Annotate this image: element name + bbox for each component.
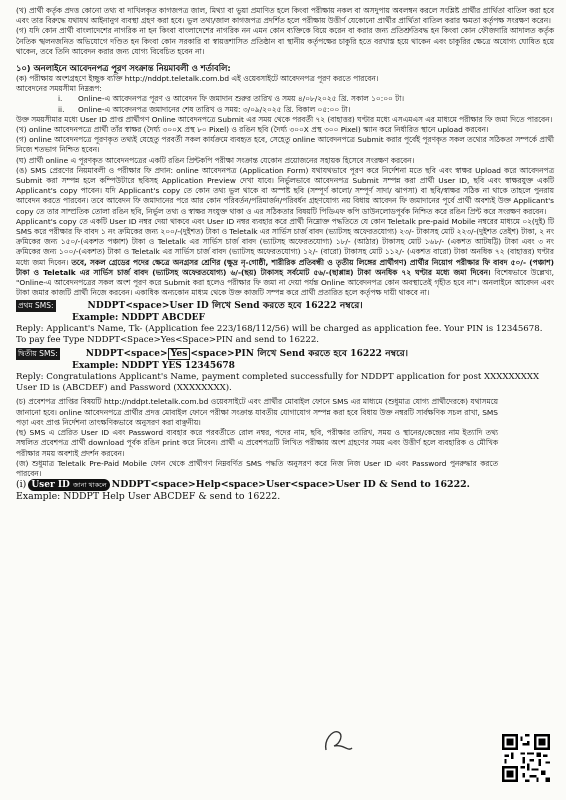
- sms-first-block: [16, 300, 554, 346]
- sms-second-tag: দ্বিতীয় SMS:: [18, 349, 58, 359]
- sms-second-example: Example: NDDPT YES 12345678: [72, 361, 235, 372]
- sms-first-format-line: [16, 300, 554, 312]
- paragraph-fee: [16, 217, 554, 299]
- paragraph-user-id-time: উক্ত সময়সীমার মধ্যে User ID প্রাপ্ত প্রার্থীগণ Online আবেদনপত্রে Submit এর সময় থেকে পরবর্তী ৭২ (বাহাত্তর) ঘণ্টার মধ্যে এসএমএস এর মাধ্যমে পরীক্ষার ফি জমা দিতে পারবেন।: [16, 114, 553, 124]
- sms-second-format: NDDPT<space> Yes <space>PIN লিখে Send করতে হবে 16222 নম্বরে।: [85, 349, 409, 360]
- paragraph-kha-top: (খ) প্রার্থী কর্তৃক প্রদত্ত কোনো তথ্য বা দাখিলকৃত কাগজপত্র জাল, মিথ্যা বা ভুয়া প্রমাণিত হলে কিংবা পরীক্ষায় নকল বা অসদুপায় অবলম্বন করলে সংশ্লিষ্ট প্রার্থীর প্রার্থিতা বাতিল করা হবে এবং তার বিরুদ্ধে যথাযথ আইনানুগ ব্যবস্থা গ্রহণ করা হবে। ভুল তথ্য/জাল কাগজপত্র প্রদর্শিত হলে পরীক্ষায় উত্তীর্ণ যেকোনো প্রার্থীর প্রার্থিতা বাতিল করার ক্ষমতা কর্তৃপক্ষ সংরক্ষণ করেন।: [16, 6, 554, 26]
- sms-first-tag: প্রথম SMS:: [18, 301, 54, 311]
- yes-highlight: Yes: [168, 348, 191, 360]
- schedule-intro: আবেদনের সময়সীমা নিম্নরূপ:: [16, 84, 102, 94]
- sms-first-format: NDDPT<space>User ID লিখে Send করতে হবে 16222 নম্বরে।: [87, 301, 363, 312]
- fee-bold-text: তবে, সকল গ্রেডের পদের ক্ষেত্রে অনগ্রসর শ্রেণির (ক্ষুদ্র নৃ-গোষ্ঠী, শারীরিক প্রতিবন্ধী ও তৃতীয় লিঙ্গের প্রার্থীগণ) প্রার্থীর নিয়োগ পরীক্ষার ফি বাবদ ৫০/- (পঞ্চাশ) টাকা ও Teletalk এর সার্ভিস চার্জ বাবদ (ভ্যাটসহ অফেরতযোগ্য) ৬/-(ছয়) টাকাসহ সর্বমোট ৫৬/-(ছাপ্পান্ন) টাকা অনধিক ৭২ ঘণ্টার মধ্যে জমা দিবেন।: [16, 257, 554, 277]
- paragraph-chha-download: (ছ) SMS এ প্রেরিত User ID এবং Password ব্যবহার করে পরবর্তীতে রোল নম্বর, পদের নাম, ছবি, পরীক্ষার তারিখ, সময় ও স্থানের/কেন্দ্রের নাম ইত্যাদি তথ্য সম্বলিত প্রবেশপত্র প্রার্থী download পূর্বক রঙিন print করে নিবেন। প্রার্থী এ প্রবেশপত্রটি লিখিত পরীক্ষায় অংশ গ্রহণের সময় এবং উত্তীর্ণ হলে ব্যবহারিক ও মৌখিক পরীক্ষার সময় অবশ্যই প্রদর্শন করবেন।: [16, 428, 498, 458]
- sms-second-block: [16, 348, 554, 394]
- schedule-list: [58, 94, 554, 114]
- fee-normal-text: Applicant's copy তে একটি User ID নম্বর দেয়া থাকবে এবং User ID নম্বর ব্যবহার করে প্রার্থী নিম্নোক্ত পদ্ধতিতে যে কোন Teletalk pre-paid Mobile নম্বরের মাধ্যমে ০২(দুই) টি SMS করে পরীক্ষার ফি বাবদ ১ নং ক্রমিকের জন্য ২০০/-(দুইশত) টাকা ও Teletalk এর সার্ভিস চার্জ বাবদ (ভ্যাটসহ অফেরতযোগ্য) ২৩/- টাকাসহ মোট ২২৩/-(দুইশত তেইশ) টাকা, ২ নং ক্রমিকের জন্য ১৫০/-(একশত পঞ্চাশ) টাকা ও Teletalk এর সার্ভিস চার্জ বাবদ (ভ্যাটসহ অফেরতযোগ্য) ১৮/- (আঠার) টাকাসহ মোট ১৬৮/- (একশত আটষট্টি) টাকা এবং ৩ নং ক্রমিকের জন্য ১০০/-(একশত) টাকা ও Teletalk এর সার্ভিস চার্জ বাবদ (ভ্যাটসহ অফেরতযোগ্য) ১২/- (বারো) টাকাসহ মোট ১১২/- (একশত বারো) টাকা অনধিক ৭২ (বাহাত্তর) ঘণ্টার মধ্যে জমা দিবেন।: [16, 216, 555, 267]
- paragraph-kha-upload: (খ) online আবেদনপত্রে প্রার্থী তাঁর স্বাক্ষর (দৈর্ঘ্য ৩০০X প্রস্থ ৮০ Pixel) ও রঙিন ছবি (দৈর্ঘ্য ৩০০X প্রস্থ ৩০০ Pixel) স্ক্যান করে নির্ধারিত স্থানে upload করবেন।: [16, 125, 489, 135]
- sms-first-reply: Reply: Applicant's Name, Tk- (Application fee 223/168/112/56) will be charged as application fee. Your PIN is 12345678. To pay fee Type NDDPT<Space>Yes<Space>PIN and send to 16222.: [16, 324, 543, 346]
- paragraph-umo-sms-rules: (ঙ) SMS প্রেরণের নিয়মাবলী ও পরীক্ষার ফি প্রদান: online আবেদনপত্র (Application Form) যথাযথভাবে পূরণ করে নির্দেশনা মতে ছবি এবং স্বাক্ষর Upload করে আবেদনপত্র Submit করা সম্পন্ন হলে কম্পিউটারে ছবিসহ Application Preview দেখা যাবে। নির্ভুলভাবে আবেদনপত্র Submit সম্পন্ন করা প্রার্থী User ID, ছবি এবং স্বাক্ষরযুক্ত একটি Applicant's copy পাবেন। যদি Applicant's copy তে কোন তথ্য ভুল থাকে বা অস্পষ্ট ছবি (সম্পূর্ণ কালো/ সম্পূর্ণ সাদা/ ঝাপসা) বা ছবি/স্বাক্ষর সঠিক না থাকে তাহলে পুনরায় আবেদন করতে পারবেন। তবে আবেদন ফি জমাদানের পরে আর কোন পরিবর্তন/পরিমার্জন/পরিবর্ধন গ্রহণযোগ্য নয় বিধায় আবেদন ফি জমাদানের পূর্বে প্রার্থী অবশ্যই উক্ত Applicant's copy তে তার সাম্প্রতিক তোলা রঙিন ছবি, নির্ভুল তথ্য ও স্বাক্ষর সংযুক্ত থাকা ও এর সঠিকতার বিষয়টি পিডিএফ কপি ডাউনলোডপূর্বক নিশ্চিত করে রঙিন প্রিন্ট করে সংরক্ষণ করবেন।: [16, 165, 554, 216]
- user-id-box: User ID জানা থাকলে: [28, 479, 109, 491]
- paragraph-gha-print: (ঘ) প্রার্থী online এ পূরণকৃত আবেদনপত্রের একটি রঙিন প্রিন্টকপি পরীক্ষা সংক্রান্ত যেকোন প্রয়োজনের সহায়ক হিসেবে সংরক্ষণ করবেন।: [16, 155, 415, 165]
- sms-second-reply: Reply: Congratulations Applicant's Name, payment completed successfully for NDDPT application for post XXXXXXXXX User ID is (ABCDEF) and Password (XXXXXXXX).: [16, 372, 540, 394]
- section-heading: ১০) অনলাইনে আবেদনপত্র পূরণ সংক্রান্ত নিয়মাবলী ও শর্তাবলি:: [16, 63, 231, 74]
- paragraph-ja-recovery: (জ) শুধুমাত্র Teletalk Pre-Paid Mobile ফোন থেকে প্রার্থীগণ নিম্নবর্ণিত SMS পদ্ধতি অনুসরণ করে নিজ নিজ User ID এবং Password পুনরুদ্ধার করতে পারবেন।: [16, 458, 498, 478]
- recovery-format-line: (i) User ID জানা থাকলে NDDPT<space>Help<space>User<space>User ID & Send to 16222.: [16, 479, 470, 491]
- sms-second-format-line: [16, 348, 554, 360]
- paragraph-cha-admit: (চ) প্রবেশপত্র প্রাপ্তির বিষয়টি http://nddpt.teletalk.com.bd ওয়েবসাইটে এবং প্রার্থীর মোবাইল ফোনে SMS এর মাধ্যমে (শুধুমাত্র যোগ্য প্রার্থীদেরকে) যথাসময়ে জানানো হবে। online আবেদনপত্রে প্রার্থীর প্রদত্ত মোবাইল ফোনে পরীক্ষা সংক্রান্ত যাবতীয় যোগাযোগ সম্পন্ন করা হবে বিধায় উক্ত নম্বরটি সার্বক্ষণিক সচল রাখা, SMS পড়া এবং প্রাপ্ত নির্দেশনা তাৎক্ষণিকভাবে অনুসরণ করা বাঞ্ছনীয়।: [16, 397, 498, 427]
- list-item: i. Online-এ আবেদনপত্র পূরণ ও আবেদন ফি জমাদান শুরুর তারিখ ও সময় ৪/০৮/২০২৫ খ্রি. সকাল ১০:০০ টা।: [58, 94, 404, 104]
- signature-mark: [318, 722, 358, 756]
- list-item: ii. Online-এ আবেদনপত্র জমাদানের শেষ তারিখ ও সময়: ৩/০৯/২০২৫ খ্রি. বিকাল ০৫:০০ টা।: [58, 104, 351, 114]
- paragraph-ga-submit: (গ) online আবেদনপত্রে পূরণকৃত তথ্যই যেহেতু পরবর্তী সকল কার্যক্রমে ব্যবহৃত হবে, সেহেতু online আবেদনপত্রে Submit করার পূর্বেই পূরণকৃত সকল তথ্যের সঠিকতা সম্পর্কে প্রার্থী নিজে শতভাগ নিশ্চিত হবেন।: [16, 135, 554, 155]
- recovery-format: NDDPT<space>Help<space>User<space>User ID & Send to 16222.: [111, 479, 470, 491]
- paragraph-ga-top: (গ) যদি কোন প্রার্থী বাংলাদেশের নাগরিক না হন কিংবা বাংলাদেশের নাগরিক নন এমন কোন ব্যক্তিকে বিয়ে করেন বা করার জন্য প্রতিশ্রুতিবদ্ধ হন কিংবা কোন ফৌজদারি আদালত কর্তৃক নৈতিক স্খলনজনিত অভিযোগে দণ্ডিত হন কিংবা কোন সরকারি বা স্বায়ত্তশাসিত প্রতিষ্ঠান বা স্থানীয় কর্তৃপক্ষের চাকুরি হতে বরখাস্ত হয়ে থাকেন এবং চাকুরির ক্ষেত্রে অযোগ্য ঘোষিত হয়ে থাকেন, তবে তিনি আবেদন করার জন্য যোগ্য বিবেচিত হবেন না।: [16, 26, 554, 56]
- sms-first-example: Example: NDDPT ABCDEF: [72, 313, 205, 324]
- qr-code-icon: [502, 734, 550, 782]
- fee-tail-text: বিশেষভাবে উল্লেখ্য, "Online-এ আবেদনপত্রের সকল অংশ পূরণ করে Submit করা হলেও পরীক্ষার ফি জমা না দেয়া পর্যন্ত Online আবেদনপত্র কোন অবস্থাতেই গৃহীত হবে না"। অনলাইনে আবেদন এবং টাকা জমার কাজটি প্রার্থী নিজে করবেন। একাধিক অন্যকোন মাধ্যম থেকে উক্ত কাজটি সম্পন্ন করে প্রার্থী প্রতারিত হলে কর্তৃপক্ষ দায়ী থাকবে না।: [16, 267, 554, 298]
- paragraph-ka: (ক) পরীক্ষায় অংশগ্রহণে ইচ্ছুক ব্যক্তি http://nddpt.teletalk.com.bd এই ওয়েবসাইটে আবেদনপত্র পূরণ করতে পারবেন।: [16, 74, 379, 84]
- recovery-example: Example: NDDPT Help User ABCDEF & send to 16222.: [16, 491, 281, 503]
